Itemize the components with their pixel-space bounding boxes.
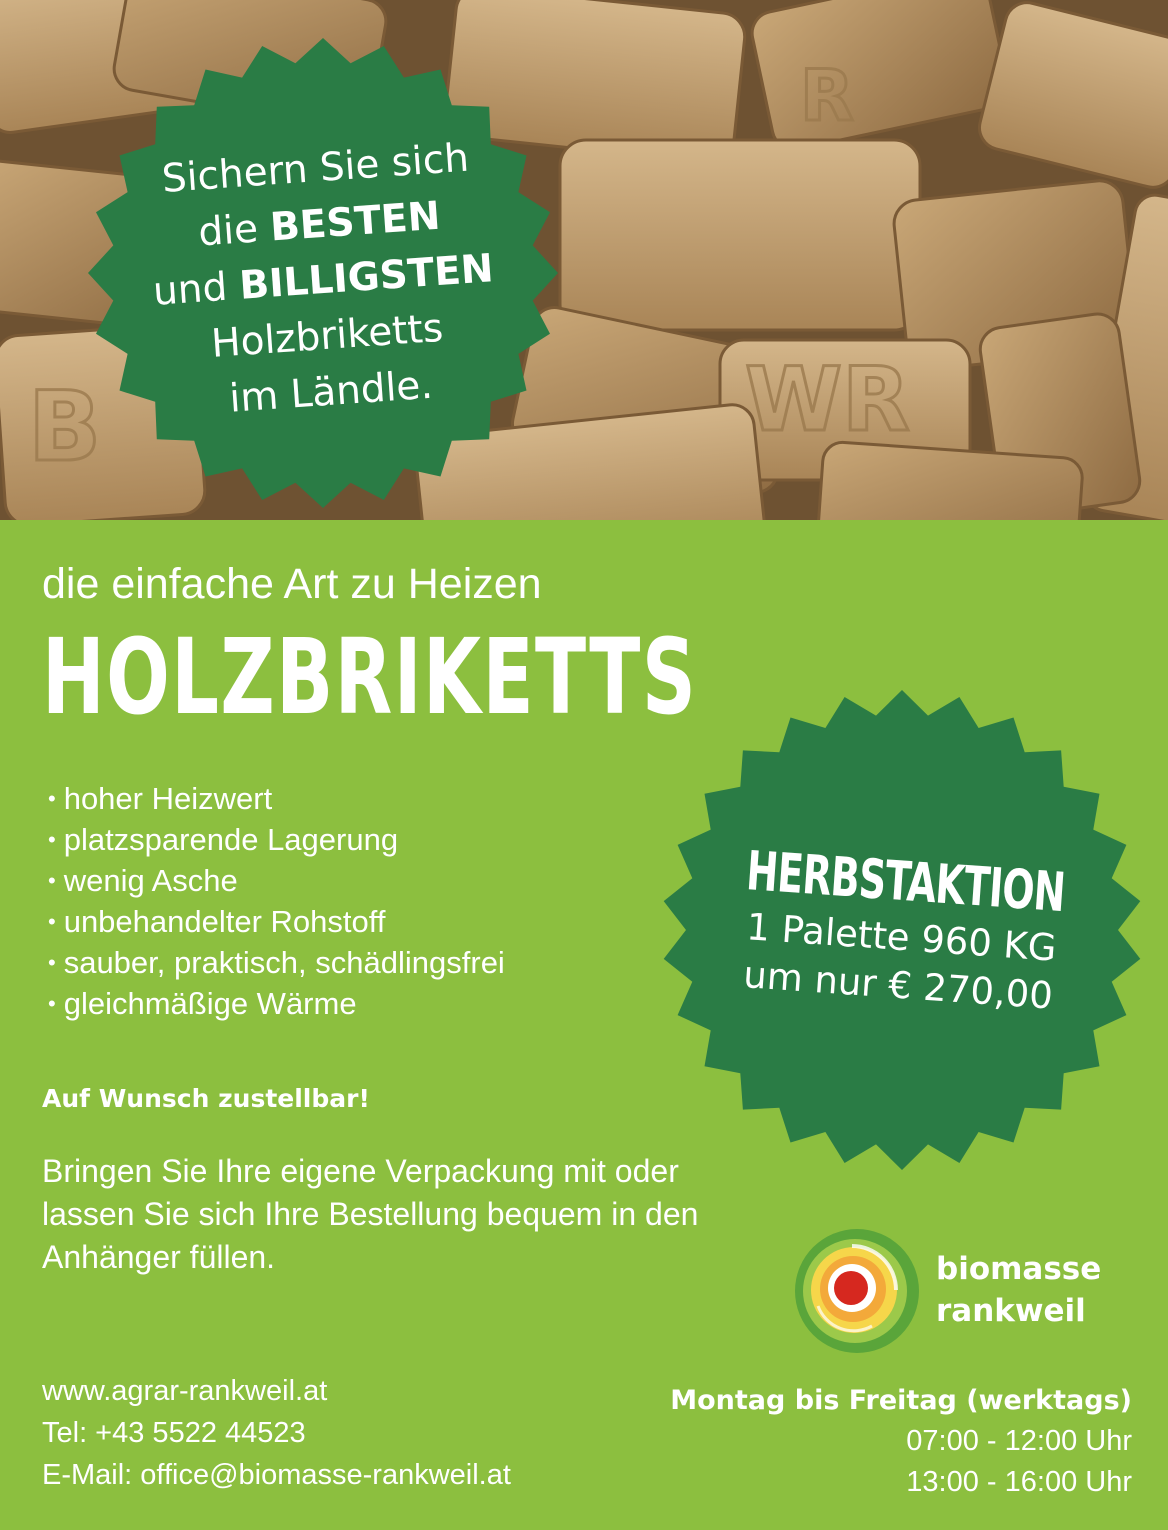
badge-top-line-1: Sichern Sie sich bbox=[160, 135, 471, 202]
logo-wordmark bbox=[936, 1248, 1101, 1332]
contact-info bbox=[42, 1370, 511, 1496]
subtitle: die einfache Art zu Heizen bbox=[42, 560, 542, 608]
hours-title: Montag bis Freitag (werktags) bbox=[670, 1385, 1132, 1416]
badge-top-line-5: im Ländle. bbox=[227, 362, 435, 422]
hours-slot-2: 13:00 - 16:00 Uhr bbox=[906, 1466, 1132, 1498]
email-link[interactable]: E-Mail: office@biomasse-rankweil.at bbox=[42, 1459, 511, 1491]
opening-hours bbox=[670, 1380, 1132, 1503]
hours-slot-1: 07:00 - 12:00 Uhr bbox=[906, 1425, 1132, 1457]
headline: HOLZBRIKETTS bbox=[42, 616, 698, 738]
feature-item: • unbehandelter Rohstoff bbox=[48, 901, 505, 942]
logo-line-1: biomasse bbox=[936, 1251, 1102, 1287]
sun-swirl-icon bbox=[792, 1226, 922, 1356]
badge-top-line-3-pre: und bbox=[151, 263, 242, 315]
badge-top-best: BESTEN bbox=[268, 193, 442, 251]
logo-line-2: rankweil bbox=[936, 1293, 1086, 1329]
feature-item: • gleichmäßige Wärme bbox=[48, 983, 505, 1024]
badge-top-line-4: Holzbriketts bbox=[209, 305, 445, 367]
website-link[interactable]: www.agrar-rankweil.at bbox=[42, 1375, 328, 1407]
feature-item: • sauber, praktisch, schädlingsfrei bbox=[48, 942, 505, 983]
feature-item: • platzsparende Lagerung bbox=[48, 819, 505, 860]
badge-top-cheapest: BILLIGSTEN bbox=[237, 246, 495, 309]
badge-top-line-2-pre: die bbox=[196, 205, 272, 256]
offer-title: HERBSTAKTION bbox=[744, 839, 1067, 925]
offer-price: um nur € 270,00 bbox=[742, 953, 1055, 1018]
packaging-note: Bringen Sie Ihre eigene Verpackung mit oder lassen Sie sich Ihre Bestellung bequem in den Anhänger füllen. bbox=[42, 1153, 699, 1275]
promo-starburst-badge bbox=[88, 38, 558, 508]
svg-text:WR: WR bbox=[745, 348, 910, 451]
offer-line-1: 1 Palette 960 KG bbox=[745, 905, 1058, 970]
svg-text:R: R bbox=[800, 55, 854, 137]
delivery-note: Auf Wunsch zustellbar! bbox=[42, 1084, 370, 1113]
feature-item: • hoher Heizwert bbox=[48, 778, 505, 819]
phone-number[interactable]: Tel: +43 5522 44523 bbox=[42, 1417, 306, 1449]
offer-starburst-badge bbox=[662, 690, 1142, 1170]
feature-list bbox=[48, 778, 505, 1024]
svg-text:B: B bbox=[28, 371, 102, 483]
badge-top-text bbox=[72, 22, 574, 532]
biomasse-rankweil-logo bbox=[792, 1226, 1142, 1356]
feature-item: • wenig Asche bbox=[48, 860, 505, 901]
offer-text bbox=[646, 674, 1158, 1186]
